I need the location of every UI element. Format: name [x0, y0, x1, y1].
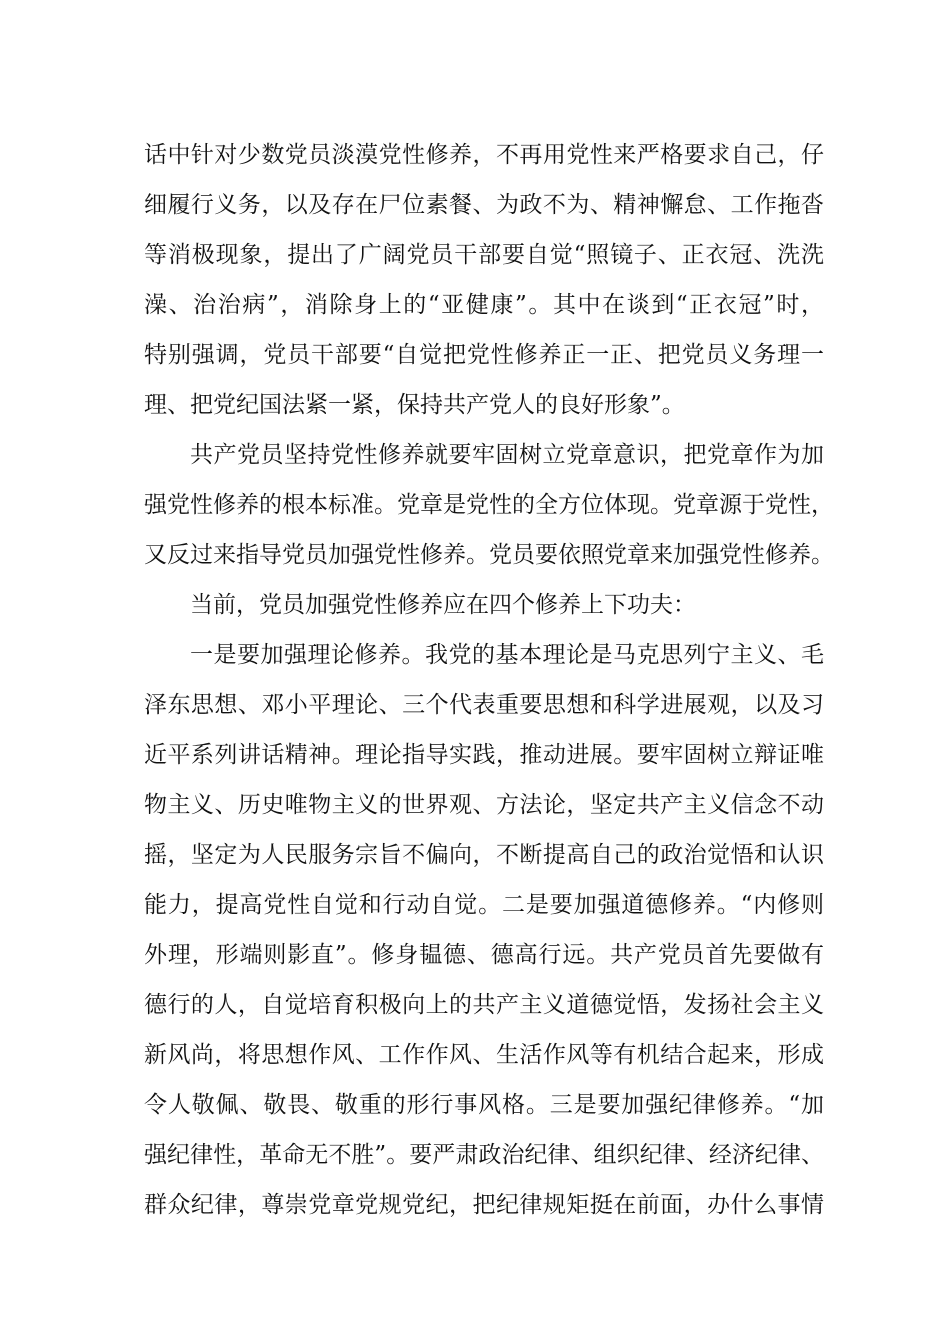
text-line: 澡、治治病”，消除身上的“亚健康”。其中在谈到“正衣冠”时，	[144, 292, 824, 318]
text-line: 强党性修养的根本标准。党章是党性的全方位体现。党章源于党性，	[144, 492, 834, 518]
text-line: 群众纪律，尊崇党章党规党纪，把纪律规矩挺在前面，办什么事情	[144, 1192, 824, 1218]
text-line: 近平系列讲话精神。理论指导实践，推动进展。要牢固树立辩证唯	[144, 742, 824, 768]
paragraph-first-line: 当前，党员加强党性修养应在四个修养上下功夫：	[190, 592, 696, 618]
text-line: 令人敬佩、敬畏、敬重的形行事风格。三是要加强纪律修养。“加	[144, 1092, 824, 1118]
text-line: 细履行义务，以及存在尸位素餐、为政不为、精神懈怠、工作拖沓	[144, 192, 824, 218]
text-line: 德行的人，自觉培育积极向上的共产主义道德觉悟，发扬社会主义	[144, 992, 824, 1018]
paragraph-first-line: 一是要加强理论修养。我党的基本理论是马克思列宁主义、毛	[190, 642, 824, 668]
paragraph-first-line: 共产党员坚持党性修养就要牢固树立党章意识，把党章作为加	[190, 442, 824, 468]
text-line: 新风尚，将思想作风、工作作风、生活作风等有机结合起来，形成	[144, 1042, 824, 1068]
text-line: 等消极现象，提出了广阔党员干部要自觉“照镜子、正衣冠、洗洗	[144, 242, 824, 268]
body-text	[144, 130, 834, 1230]
text-line: 外理，形端则影直”。修身韫德、德高行远。共产党员首先要做有	[144, 942, 824, 968]
text-line: 物主义、历史唯物主义的世界观、方法论，坚定共产主义信念不动	[144, 792, 824, 818]
text-line: 泽东思想、邓小平理论、三个代表重要思想和科学进展观，以及习	[144, 692, 824, 718]
text-line: 话中针对少数党员淡漠党性修养，不再用党性来严格要求自己，仔	[144, 142, 824, 168]
text-line: 又反过来指导党员加强党性修养。党员要依照党章来加强党性修养。	[144, 542, 834, 568]
text-line: 理、把党纪国法紧一紧，保持共产党人的良好形象”。	[144, 392, 685, 418]
text-line: 特别强调，党员干部要“自觉把党性修养正一正、把党员义务理一	[144, 342, 824, 368]
text-line: 摇，坚定为人民服务宗旨不偏向，不断提高自己的政治觉悟和认识	[144, 842, 824, 868]
text-line: 能力，提高党性自觉和行动自觉。二是要加强道德修养。“内修则	[144, 892, 824, 918]
text-line: 强纪律性，革命无不胜”。要严肃政治纪律、组织纪律、经济纪律、	[144, 1142, 824, 1168]
